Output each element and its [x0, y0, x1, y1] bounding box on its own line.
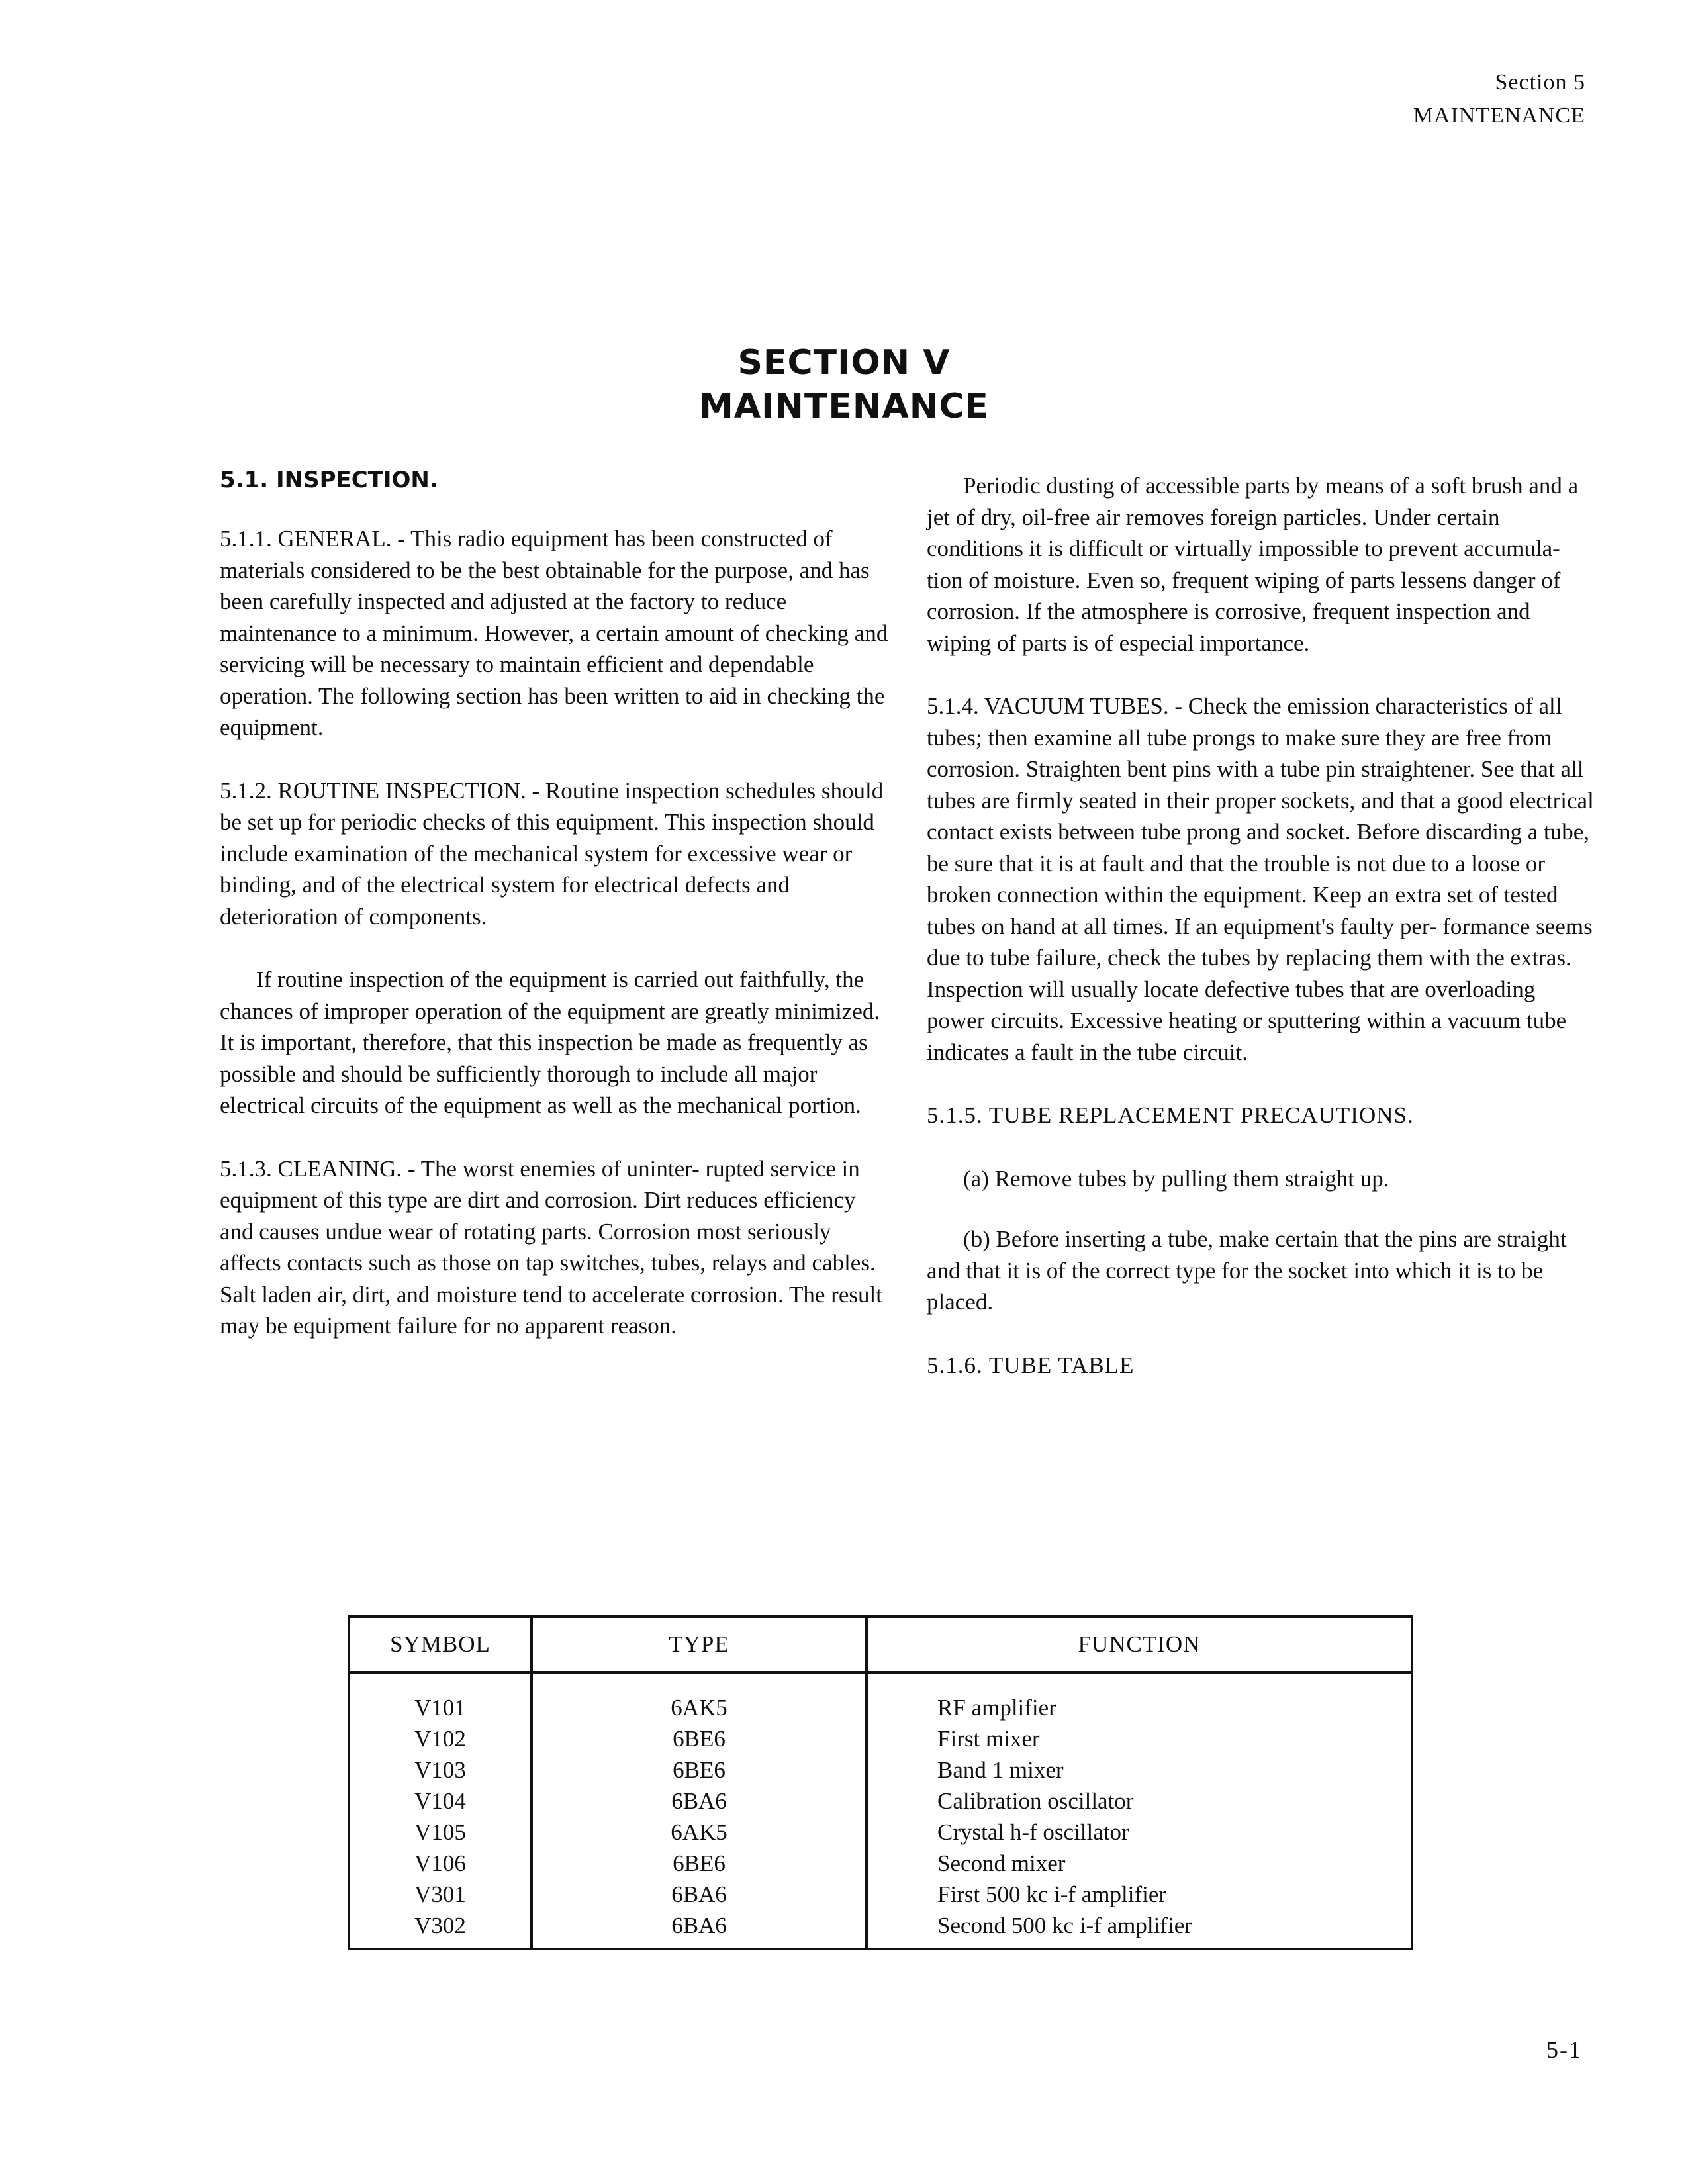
paragraph-vacuum-tubes: 5.1.4. VACUUM TUBES. - Check the emission characteristics of all tubes; then examine all tube prongs to make sure they are free from corrosion. Straighten bent pins with a tube pin straightener. See that all tubes are firmly seated in their proper sockets, and that a good electrical contact exists between tube prong and socket. Before discarding a tube, be sure that it is at fault and that the trouble is not due to a loose or broken connection within the equipment. Keep an extra set of tested tubes on hand at all times. If an equipment's faulty per- formance seems due to tube failure, check the tubes by replacing them with the extras. Inspection will usually locate defective tubes that are overloading power circuits. Excessive heating or sputtering within a vacuum tube indicates a fault in the tube circuit.: [927, 693, 1594, 1065]
table-cell-type: 6BE6: [673, 1850, 726, 1876]
precaution-item-a: (a) Remove tubes by pulling them straight up.: [963, 1165, 1389, 1192]
symbol-list: [350, 1674, 530, 1948]
table-cell-type: 6AK5: [671, 1819, 727, 1845]
table-cell-type: 6BE6: [673, 1757, 726, 1783]
type-column: [532, 1672, 867, 1949]
table-cell-function: First mixer: [937, 1726, 1040, 1752]
inspection-heading: 5.1. INSPECTION.: [220, 467, 438, 493]
table-cell-type: 6BA6: [671, 1913, 727, 1938]
paragraph-cleaning: 5.1.3. CLEANING. - The worst enemies of uninter- rupted service in equipment of this type are dirt and corrosion. Dirt reduces efficiency and causes undue wear of rotating parts. Corrosion most seriously affects contacts such as those on tap switches, tubes, relays and cables. Salt laden air, dirt, and moisture tend to accelerate corrosion. The result may be equipment failure for no apparent reason.: [220, 1155, 882, 1339]
tube-table: [348, 1615, 1413, 1950]
table-cell-function: RF amplifier: [937, 1695, 1056, 1721]
running-header-title: MAINTENANCE: [1413, 103, 1585, 128]
table-cell-function: Band 1 mixer: [937, 1757, 1064, 1783]
precautions-heading: 5.1.5. TUBE REPLACEMENT PRECAUTIONS.: [927, 1102, 1414, 1128]
table-cell-symbol: V105: [414, 1819, 466, 1845]
function-column: [867, 1672, 1412, 1949]
table-cell-symbol: V101: [414, 1695, 466, 1721]
section-title-line1: SECTION V: [737, 343, 951, 383]
running-header: [1413, 66, 1585, 132]
tube-table-heading: 5.1.6. TUBE TABLE: [927, 1352, 1135, 1378]
paragraph-dusting: Periodic dusting of accessible parts by means of a soft brush and a jet of dry, oil-free air removes foreign particles. Under certain conditions it is difficult or virtually impossible to prevent accumula- tion of moisture. Even so, frequent wiping of parts lessens danger of corrosion. If the atmosphere is corrosive, frequent inspection and wiping of parts is of especial importance.: [927, 473, 1579, 656]
table-cell-symbol: V106: [414, 1850, 466, 1876]
column-header-function: FUNCTION: [867, 1617, 1412, 1672]
table-cell-function: Second mixer: [937, 1850, 1066, 1876]
table-cell-function: Second 500 kc i-f amplifier: [937, 1913, 1192, 1938]
table-cell-type: 6BE6: [673, 1726, 726, 1752]
section-title-line2: MAINTENANCE: [699, 387, 989, 426]
type-list: [533, 1674, 865, 1948]
table-cell-type: 6BA6: [671, 1881, 727, 1907]
table-cell-symbol: V104: [414, 1788, 466, 1814]
precaution-item-b: (b) Before inserting a tube, make certain that the pins are straight and that it is of the correct type for the socket into which it is to be placed.: [927, 1226, 1567, 1315]
table-cell-symbol: V103: [414, 1757, 466, 1783]
section-title: [0, 341, 1688, 428]
right-column: [927, 470, 1595, 1381]
paragraph-routine-followup: If routine inspection of the equipment is carried out faithfully, the chances of improper operation of the equipment are greatly minimized. It is important, therefore, that this inspection be made as frequently as possible and should be sufficiently thorough to include all major electrical circuits of the equipment as well as the mechanical portion.: [220, 967, 880, 1118]
left-column: [220, 463, 888, 1374]
function-list: [868, 1674, 1411, 1948]
column-header-symbol: SYMBOL: [349, 1617, 532, 1672]
table-cell-symbol: V102: [414, 1726, 466, 1752]
table-cell-symbol: V302: [414, 1913, 466, 1938]
table-cell-symbol: V301: [414, 1881, 466, 1907]
symbol-column: [349, 1672, 532, 1949]
table-cell-type: 6AK5: [671, 1695, 727, 1721]
table-cell-function: Crystal h-f oscillator: [937, 1819, 1129, 1845]
table-cell-function: Calibration oscillator: [937, 1788, 1134, 1814]
paragraph-general: 5.1.1. GENERAL. - This radio equipment has been constructed of materials considered to be the best obtainable for the purpose, and has been carefully inspected and adjusted at the factory to reduce maintenance to a minimum. However, a certain amount of checking and servicing will be necessary to maintain efficient and dependable operation. The following section has been written to aid in checking the equipment.: [220, 526, 888, 740]
table-cell-type: 6BA6: [671, 1788, 727, 1814]
running-header-section: Section 5: [1495, 70, 1585, 95]
page-number: 5-1: [1546, 2036, 1582, 2063]
column-header-type: TYPE: [532, 1617, 867, 1672]
tube-table-body: [349, 1672, 1412, 1949]
table-cell-function: First 500 kc i-f amplifier: [937, 1881, 1167, 1907]
paragraph-routine-inspection: 5.1.2. ROUTINE INSPECTION. - Routine inspection schedules should be set up for periodic checks of this equipment. This inspection should include examination of the mechanical system for excessive wear or binding, and of the electrical system for electrical defects and deterioration of components.: [220, 777, 884, 929]
tube-table-header-row: [349, 1617, 1412, 1672]
